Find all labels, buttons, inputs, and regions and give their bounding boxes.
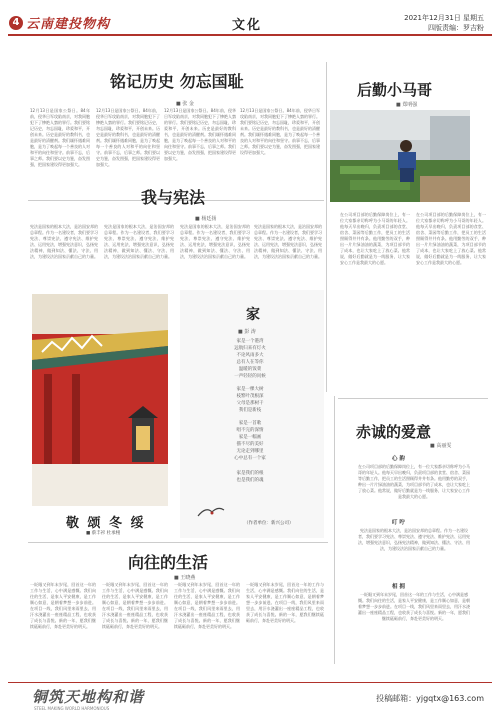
poem-subtitle: 心 韵 bbox=[392, 456, 405, 462]
article-body: 在公司项目部的后勤保障岗位上，有一位大家都亲切称呼为小马哥的年轻人。他每天早出晚归，负责项目部的食堂、宿舍、菜园等后勤工作，把员工的生活照顾得井井有条。他用勤劳的双手，种出一片片绿油油的蔬菜，为项目部节约了成本，也让大家吃上了放心菜。他常说，做好后勤就是为一线服务，让大家安心工作是我最大的心愿。 bbox=[340, 212, 410, 265]
poem-title: 家 bbox=[246, 307, 260, 323]
article-byline: ■ 高丽雯 bbox=[430, 443, 452, 449]
poem-line: 家是一棵大树 bbox=[236, 387, 264, 392]
poem-subtitle: 叮 咛 bbox=[392, 520, 405, 526]
poem-line: 无论走到哪里 bbox=[236, 449, 264, 454]
ink-bird-decoration bbox=[196, 502, 226, 522]
article-body: 在公司项目部的后勤保障岗位上，有一位大家都亲切称呼为小马哥的年轻人。他每天早出晚归，负责项目部的食堂、宿舍、菜园等后勤工作，把员工的生活照顾得井井有条。他用勤劳的双手，种出一片片绿油油的蔬菜，为项目部节约了成本，也让大家吃上了放心菜。他常说，做好后勤就是为一线服务，让大家安心工作是我最大的心愿。 bbox=[416, 212, 486, 265]
poem-line: 描不尽的美好 bbox=[236, 442, 264, 447]
column-divider bbox=[326, 62, 327, 392]
poem-line: 总有人在等你 bbox=[236, 360, 264, 365]
poem-body: 一眨眼又到年末岁尾，回首这一年的工作与生活，心中满是感慨。我们向往的生活，是家人平安健康，是工作顺心如意，是朝着梦想一步步前进。在项目一线，我们风里来雨里去，用汗水浇灌出一座座精品工程，也收获了成长与喜悦。新的一年，愿我们继续砥砺前行，奔赴更美好的明天。 bbox=[358, 592, 470, 621]
article-body: 12月13日是国家公祭日。84年前，侵华日军攻陷南京，对我同胞犯下了惨绝人寰的罪行。我们要铭记历史，勿忘国耻，珍爱和平，开创未来。历史是最好的教科书，也是最好的清醒剂。我们缅怀遇难同胞，是为了唤起每一个善良的人对和平的向往和坚守。前事不忘，后事之师。我们要以史为鉴，奋发图强，把国家建设得更加强大。 bbox=[164, 108, 236, 161]
poem-line: 温暖的饭菜 bbox=[238, 367, 262, 372]
poem-line: 家是我们的根 bbox=[236, 471, 264, 476]
poem-line: 一声轻轻的问候 bbox=[234, 374, 266, 379]
paper-name: 云南建投物构 bbox=[26, 17, 111, 32]
poem-subtitle: 相 拥 bbox=[392, 584, 405, 590]
article-title: 铭记历史 勿忘国耻 bbox=[110, 72, 244, 91]
article-body: 宪法是国家的根本大法，是治国安邦的总章程。作为一名建设者，我们要学习宪法、尊崇宪法、遵守宪法、维护宪法、运用宪法，增强宪法意识，弘扬宪法精神，做到知法、懂法、守法、用法，为建设法治国家贡献自己的力量。 bbox=[180, 224, 250, 259]
article-body: 宪法是国家的根本大法，是治国安邦的总章程。作为一名建设者，我们要学习宪法、尊崇宪法、遵守宪法、维护宪法、运用宪法，增强宪法意识，弘扬宪法精神，做到知法、懂法、守法、用法，为建设法治国家贡献自己的力量。 bbox=[254, 224, 322, 259]
poem-stanza bbox=[200, 420, 300, 462]
poem-line: 枝繁叶茂根深 bbox=[236, 394, 264, 399]
footer-logo-en: STEEL MAKING WORLD HARMONIOUS bbox=[34, 706, 110, 711]
poem-stanza bbox=[200, 470, 300, 484]
painting-caption-title: 敬 颂 冬 绥 bbox=[66, 516, 146, 531]
poem-byline: ■ 彭 涛 bbox=[238, 329, 256, 335]
article-body: 一眨眼又到年末岁尾，回首这一年的工作与生活，心中满是感慨。我们向往的生活，是家人平安健康，是工作顺心如意，是朝着梦想一步步前进。在项目一线，我们风里来雨里去，用汗水浇灌出一座座精品工程，也收获了成长与喜悦。新的一年，愿我们继续砥砺前行，奔赴更美好的明天。 bbox=[30, 582, 96, 629]
poem-line: 不论风雨多大 bbox=[236, 353, 264, 358]
article-body: 一眨眼又到年末岁尾，回首这一年的工作与生活，心中满是感慨。我们向往的生活，是家人平安健康，是工作顺心如意，是朝着梦想一步步前进。在项目一线，我们风里来雨里去，用汗水浇灌出一座座精品工程，也收获了成长与喜悦。新的一年，愿我们继续砥砺前行，奔赴更美好的明天。 bbox=[246, 582, 324, 623]
section-divider bbox=[28, 542, 328, 543]
article-body: 12月13日是国家公祭日。84年前，侵华日军攻陷南京，对我同胞犯下了惨绝人寰的罪行。我们要铭记历史，勿忘国耻，珍爱和平，开创未来。历史是最好的教科书，也是最好的清醒剂。我们缅怀遇难同胞，是为了唤起每一个善良的人对和平的向往和坚守。前事不忘，后事之师。我们要以史为鉴，奋发图强，把国家建设得更加强大。 bbox=[240, 108, 320, 155]
poem-line: 我们是新枝 bbox=[238, 408, 262, 413]
poem-stanza bbox=[200, 386, 300, 414]
page-editor: 四版责编：罗吉粉 bbox=[428, 24, 484, 32]
poem-line: 也是我们的魂 bbox=[236, 478, 264, 483]
painting-caption-author: ■ 蔡丰衫 杜承栩 bbox=[86, 531, 121, 536]
column-divider bbox=[334, 396, 335, 664]
article-title: 后勤小马哥 bbox=[357, 81, 433, 99]
page-number-badge: 4 bbox=[9, 16, 23, 30]
poem-line: 远航归来有灯火 bbox=[234, 346, 266, 351]
poem-stanza bbox=[200, 338, 300, 380]
article-title: 赤诚的爱意 bbox=[356, 423, 432, 441]
article-body: 12月13日是国家公祭日。84年前，侵华日军攻陷南京，对我同胞犯下了惨绝人寰的罪行。我们要铭记历史，勿忘国耻，珍爱和平，开创未来。历史是最好的教科书，也是最好的清醒剂。我们缅怀遇难同胞，是为了唤起每一个善良的人对和平的向往和坚守。前事不忘，后事之师。我们要以史为鉴，奋发图强，把国家建设得更加强大。 bbox=[30, 108, 90, 167]
worker-greenhouse-photo bbox=[330, 110, 470, 202]
article-body: 宪法是国家的根本大法，是治国安邦的总章程。作为一名建设者，我们要学习宪法、尊崇宪法、遵守宪法、维护宪法、运用宪法，增强宪法意识，弘扬宪法精神，做到知法、懂法、守法、用法，为建设法治国家贡献自己的力量。 bbox=[30, 224, 98, 259]
poem-body: 宪法是国家的根本大法，是治国安邦的总章程。作为一名建设者，我们要学习宪法、尊崇宪法、遵守宪法、维护宪法、运用宪法，增强宪法意识，弘扬宪法精神，做到知法、懂法、守法、用法，为建设法治国家贡献自己的力量。 bbox=[358, 528, 470, 551]
article-byline: ■ 王晓燕 bbox=[174, 575, 196, 581]
poem-line: 父母是那树干 bbox=[236, 401, 264, 406]
article-title: 向往的生活 bbox=[128, 553, 209, 572]
footer-logo: 铜筑天地构和谐 bbox=[32, 688, 145, 706]
section-title: 文化 bbox=[232, 18, 263, 33]
forbidden-city-painting bbox=[32, 294, 168, 506]
article-body: 一眨眼又到年末岁尾，回首这一年的工作与生活，心中满是感慨。我们向往的生活，是家人平安健康，是工作顺心如意，是朝着梦想一步步前进。在项目一线，我们风里来雨里去，用汗水浇灌出一座座精品工程，也收获了成长与喜悦。新的一年，愿我们继续砥砺前行，奔赴更美好的明天。 bbox=[174, 582, 240, 629]
article-title: 我与宪法 bbox=[141, 188, 206, 207]
article-body: 一眨眼又到年末岁尾，回首这一年的工作与生活，心中满是感慨。我们向往的生活，是家人平安健康，是工作顺心如意，是朝着梦想一步步前进。在项目一线，我们风里来雨里去，用汗水浇灌出一座座精品工程，也收获了成长与喜悦。新的一年，愿我们继续砥砺前行，奔赴更美好的明天。 bbox=[102, 582, 168, 629]
article-body: 宪法是国家的根本大法，是治国安邦的总章程。作为一名建设者，我们要学习宪法、尊崇宪法、遵守宪法、维护宪法、运用宪法，增强宪法意识，弘扬宪法精神，做到知法、懂法、守法、用法，为建设法治国家贡献自己的力量。 bbox=[104, 224, 174, 259]
article-body: 12月13日是国家公祭日。84年前，侵华日军攻陷南京，对我同胞犯下了惨绝人寰的罪行。我们要铭记历史，勿忘国耻，珍爱和平，开创未来。历史是最好的教科书，也是最好的清醒剂。我们缅怀遇难同胞，是为了唤起每一个善良的人对和平的向往和坚守。前事不忘，后事之师。我们要以史为鉴，奋发图强，把国家建设得更加强大。 bbox=[96, 108, 160, 167]
poem-note: （作者单位：新兴公司） bbox=[244, 521, 294, 526]
article-byline: ■ 张 金 bbox=[176, 101, 194, 107]
poem-body: 在公司项目部的后勤保障岗位上，有一位大家都亲切称呼为小马哥的年轻人。他每天早出晚归，负责项目部的食堂、宿舍、菜园等后勤工作，把员工的生活照顾得井井有条。他用勤劳的双手，种出一片片绿油油的蔬菜，为项目部节约了成本，也让大家吃上了放心菜。他常说，做好后勤就是为一线服务，让大家安心工作是我最大的心愿。 bbox=[358, 464, 470, 499]
poem-line: 心中总有一个家 bbox=[234, 456, 266, 461]
poem-line: 家是一幅画 bbox=[238, 435, 262, 440]
poem-line: 家是一个港湾 bbox=[236, 339, 264, 344]
header-rule bbox=[8, 34, 492, 36]
submission-email: 投稿邮箱：yjgqtx@163.com bbox=[376, 694, 484, 703]
article-byline: ■ 郑明强 bbox=[396, 102, 418, 108]
footer-rule bbox=[8, 682, 492, 683]
section-divider bbox=[338, 398, 488, 399]
poem-line: 家是一首歌 bbox=[238, 421, 262, 426]
issue-date: 2021年12月31日 星期五 bbox=[404, 14, 484, 22]
poem-line: 唱不完的深情 bbox=[236, 428, 264, 433]
article-byline: ■ 杨廷扬 bbox=[195, 216, 217, 222]
